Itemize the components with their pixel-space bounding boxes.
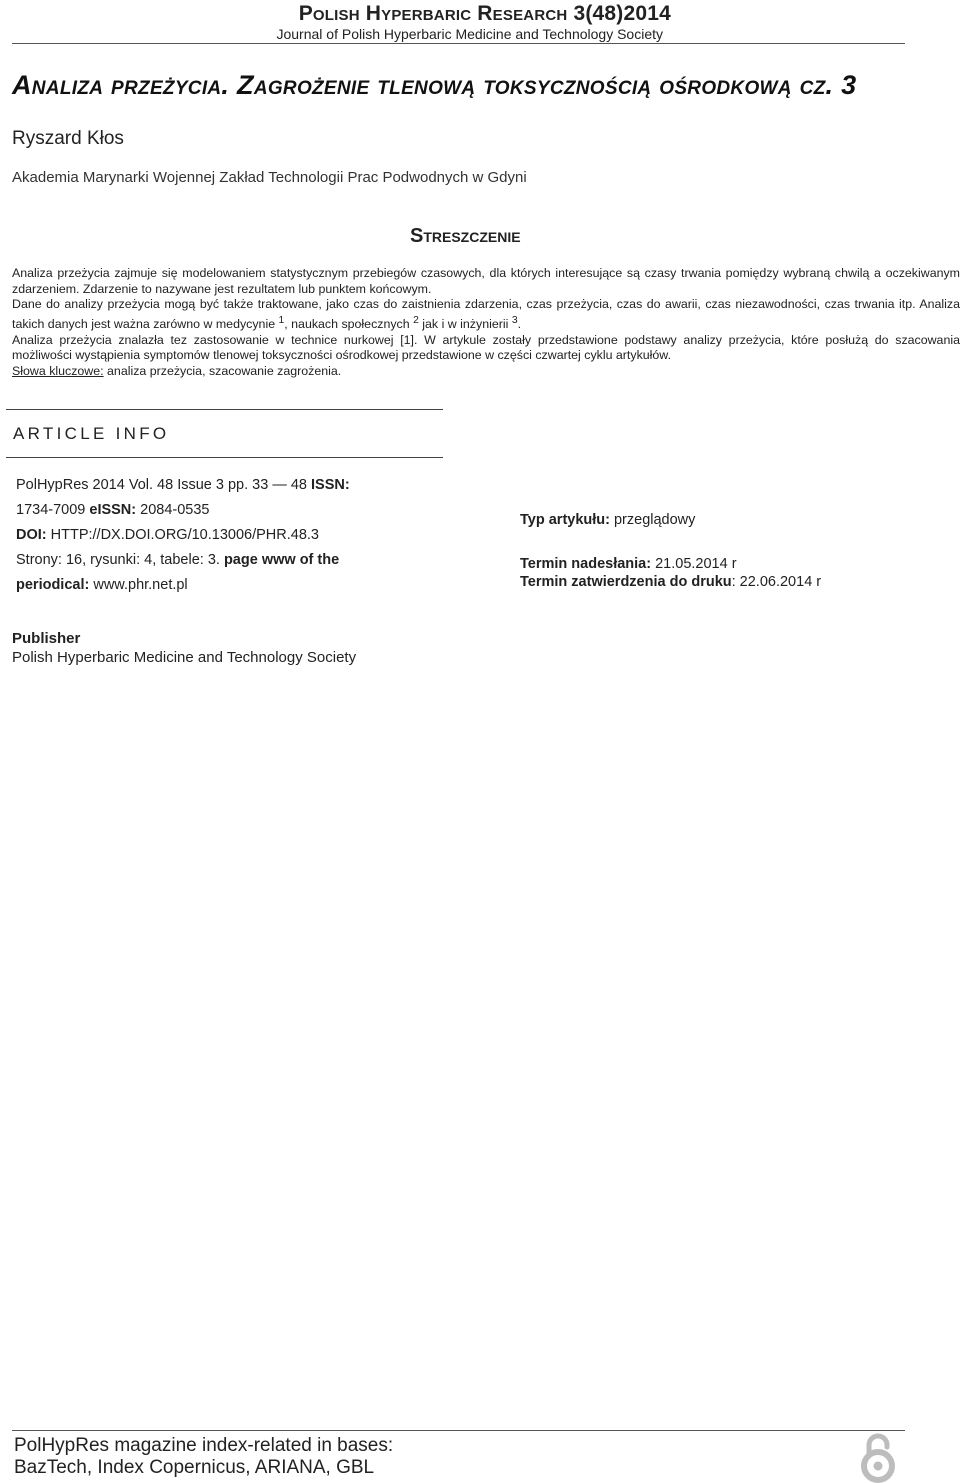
footer-index-bases: BazTech, Index Copernicus, ARIANA, GBL (14, 1457, 375, 1478)
abstract-text: Dane do analizy przeżycia mogą być także traktowane, jako czas do zaistnienia zdarzenia, czas przeżycia, czas do awarii, czas niezawodności, czas trwania itp. Analiza takich danych jest ważna zarówno w medycynie (12, 297, 960, 331)
info-line-website (16, 573, 396, 598)
abstract-body (12, 266, 960, 379)
footnote-ref[interactable]: 3 (511, 314, 518, 326)
accepted-date (520, 574, 821, 590)
abstract-paragraph: Analiza przeżycia zajmuje się modelowaniem statystycznym przebiegów czasowych, dla których interesujące są czasy trwania pomiędzy wybraną chwilą a oczekiwanym zdarzeniem. Zdarzenie to nazywane jest rezultatem lub punktem końcowym. (12, 266, 960, 296)
author-affiliation: Akademia Marynarki Wojennej Zakład Technologii Prac Podwodnych w Gdyni (12, 169, 527, 186)
info-label: eISSN: (89, 502, 137, 518)
info-text: PolHypRes 2014 Vol. 48 Issue 3 pp. 33 — 48 (16, 477, 312, 493)
keywords (12, 364, 960, 380)
keywords-value: analiza przeżycia, szacowanie zagrożenia. (103, 363, 342, 378)
footer-divider (12, 1430, 905, 1431)
info-label: Termin zatwierdzenia do druku (520, 574, 732, 590)
abstract-paragraph (12, 297, 960, 332)
info-label: Typ artykułu: (520, 512, 610, 528)
article-info-bottom-rule (6, 457, 443, 458)
doi-link[interactable]: HTTP://DX.DOI.ORG/10.13006/PHR.48.3 (46, 527, 319, 543)
abstract-heading: Streszczenie (410, 225, 521, 247)
article-type (520, 512, 695, 528)
info-text: Strony: 16, rysunki: 4, tabele: 3. (16, 552, 224, 568)
open-access-icon (858, 1431, 898, 1483)
info-text: 1734-7009 (16, 502, 90, 518)
header-divider (12, 43, 905, 44)
publisher-label: Publisher (12, 630, 81, 647)
article-title: Analiza przeżycia. Zagrożenie tlenową toksycznością ośrodkową cz. 3 (12, 70, 857, 100)
info-label: ISSN: (311, 477, 350, 493)
abstract-text: . (517, 316, 522, 331)
info-label: page www of the (223, 552, 340, 568)
footer-index-line: PolHypRes magazine index-related in bases: (14, 1435, 394, 1456)
info-line-doi (16, 523, 396, 548)
abstract-text: , naukach społecznych (284, 316, 414, 331)
info-label: Termin nadesłania: (520, 556, 652, 572)
article-info-left (16, 473, 396, 598)
info-line-pages (16, 548, 396, 573)
footnote-ref[interactable]: 1 (278, 314, 285, 326)
received-date (520, 556, 737, 572)
journal-title: Polish Hyperbaric Research 3(48)2014 (298, 2, 671, 25)
website-link[interactable]: www.phr.net.pl (89, 577, 188, 593)
abstract-text: jak i w inżynierii (418, 316, 512, 331)
info-line-volume (16, 473, 396, 498)
info-text: 21.05.2014 r (651, 556, 737, 572)
author-name: Ryszard Kłos (12, 128, 124, 149)
info-line-issn (16, 498, 396, 523)
article-info-top-rule (6, 409, 443, 410)
info-label: periodical: (16, 577, 90, 593)
journal-subtitle: Journal of Polish Hyperbaric Medicine and Technology Society (276, 26, 663, 42)
article-info-heading: ARTICLE INFO (13, 424, 170, 443)
footnote-ref[interactable]: 2 (413, 314, 419, 326)
abstract-paragraph: Analiza przeżycia znalazła tez zastosowanie w technice nurkowej [1]. W artykule zostały przedstawione podstawy analizy przeżycia, które posłużą do szacowania możliwości wystąpienia symptomów tlenowej toksyczności ośrodkowej przedstawione w części czwartej cyklu artykułów. (12, 332, 960, 363)
info-text: przeglądowy (609, 512, 696, 528)
keywords-label: Słowa kluczowe: (12, 363, 104, 378)
info-text: 2084-0535 (136, 502, 210, 518)
info-label: DOI: (16, 527, 47, 543)
info-text: : 22.06.2014 r (731, 574, 822, 590)
publisher-name: Polish Hyperbaric Medicine and Technology Society (12, 649, 357, 666)
